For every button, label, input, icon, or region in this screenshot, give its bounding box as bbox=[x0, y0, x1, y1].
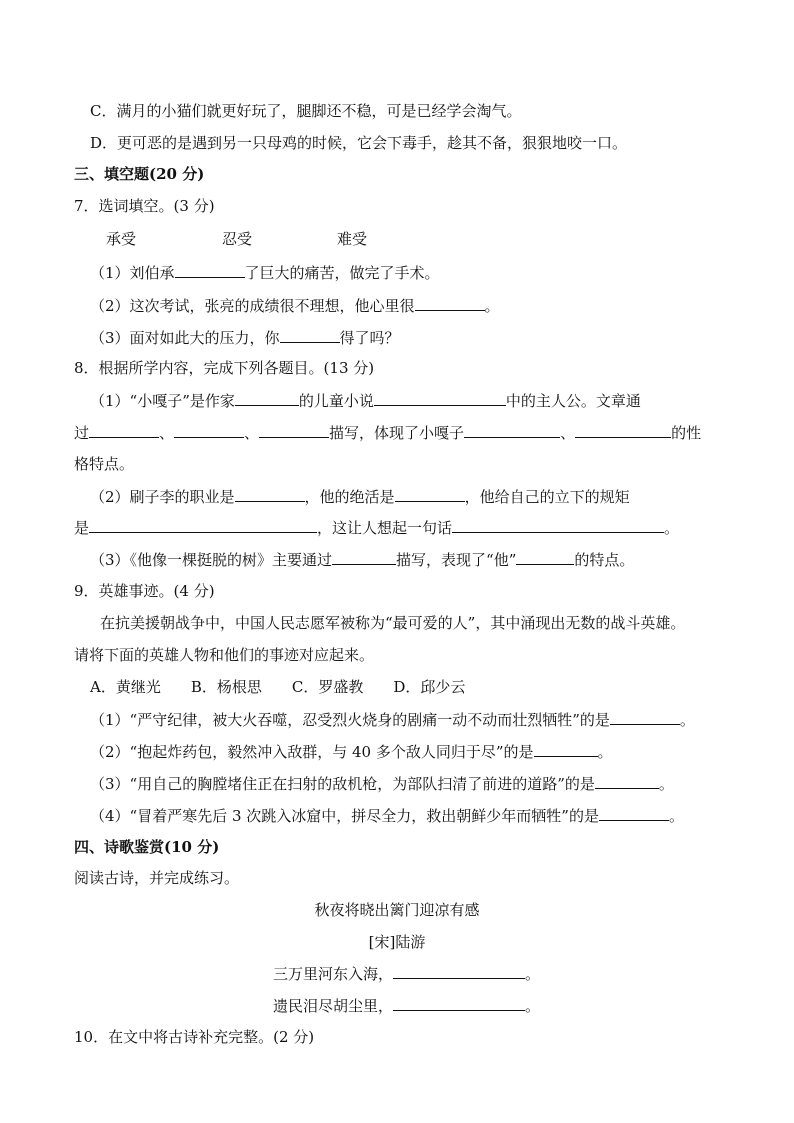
text: 。 bbox=[525, 965, 541, 983]
q9-item-2 bbox=[90, 741, 613, 762]
poem-title: 秋夜将晓出篱门迎凉有感 bbox=[314, 901, 480, 919]
word-option-3: 难受 bbox=[337, 230, 368, 248]
answer-blank[interactable] bbox=[610, 709, 680, 725]
text: 。 bbox=[484, 297, 500, 315]
answer-blank[interactable] bbox=[575, 422, 671, 438]
text: 、 bbox=[560, 424, 576, 442]
text: 过 bbox=[74, 424, 90, 442]
question-9: 9．英雄事迹。(4 分) bbox=[74, 582, 215, 600]
question-7: 7．选词填空。(3 分) bbox=[74, 197, 215, 215]
poem-line-1 bbox=[273, 963, 540, 984]
text: 。 bbox=[525, 997, 541, 1015]
answer-blank[interactable] bbox=[332, 549, 396, 565]
q9-options: A．黄继光 B．杨根思 C．罗盛教 D．邱少云 bbox=[90, 678, 466, 696]
text: （3）面对如此大的压力，你 bbox=[90, 329, 280, 347]
answer-blank[interactable] bbox=[599, 805, 669, 821]
section-3-heading: 三、填空题(20 分) bbox=[74, 165, 205, 183]
q9-paragraph-2: 请将下面的英雄人物和他们的事迹对应起来。 bbox=[74, 646, 375, 664]
answer-blank[interactable] bbox=[395, 486, 465, 502]
answer-blank[interactable] bbox=[174, 422, 244, 438]
answer-blank[interactable] bbox=[516, 549, 574, 565]
word-option-1: 承受 bbox=[106, 230, 137, 248]
q7-item-1 bbox=[90, 262, 440, 283]
text: （1）刘伯承 bbox=[90, 264, 175, 282]
answer-blank[interactable] bbox=[393, 995, 525, 1011]
answer-blank[interactable] bbox=[235, 390, 299, 406]
q8-item-2-line-1 bbox=[90, 486, 630, 507]
text: （4）“冒着严寒先后 3 次跳入冰窟中，拼尽全力，救出朝鲜少年而牺牲”的是 bbox=[90, 807, 599, 825]
text: 中的主人公。文章通 bbox=[505, 392, 641, 410]
q9-item-1 bbox=[90, 709, 695, 730]
q8-item-3 bbox=[90, 549, 634, 570]
answer-blank[interactable] bbox=[464, 422, 560, 438]
q9-item-4 bbox=[90, 805, 684, 826]
text: 。 bbox=[668, 807, 684, 825]
answer-blank[interactable] bbox=[280, 327, 340, 343]
text: （1）“严守纪律，被大火吞噬，忍受烈火烧身的剧痛一动不动而壮烈牺牲”的是 bbox=[90, 711, 610, 729]
text: 描写，体现了小嘎子 bbox=[329, 424, 465, 442]
q9-paragraph-1: 在抗美援朝战争中，中国人民志愿军被称为“最可爱的人”，其中涌现出无数的战斗英雄。 bbox=[100, 614, 686, 632]
question-8: 8．根据所学内容，完成下列各题目。(13 分) bbox=[74, 359, 375, 377]
word-option-2: 忍受 bbox=[222, 230, 253, 248]
answer-blank[interactable] bbox=[415, 295, 485, 311]
text: 、 bbox=[159, 424, 175, 442]
answer-blank[interactable] bbox=[534, 741, 598, 757]
text: 的特点。 bbox=[574, 551, 635, 569]
text: 得了吗？ bbox=[339, 329, 400, 347]
answer-blank[interactable] bbox=[89, 422, 159, 438]
text: 。 bbox=[664, 519, 680, 537]
text: 。 bbox=[679, 711, 695, 729]
text: 。 bbox=[597, 743, 613, 761]
answer-blank[interactable] bbox=[393, 963, 525, 979]
text: ，他的绝活是 bbox=[304, 488, 395, 506]
q7-item-3 bbox=[90, 327, 400, 348]
text: 的儿童小说 bbox=[298, 392, 374, 410]
text: 描写，表现了“他” bbox=[396, 551, 517, 569]
q8-item-1-line-3: 格特点。 bbox=[74, 455, 135, 473]
text: （3）“用自己的胸膛堵住正在扫射的敌机枪，为部队扫清了前进的道路”的是 bbox=[90, 775, 595, 793]
text: 了巨大的痛苦，做完了手术。 bbox=[244, 264, 440, 282]
text: 三万里河东入海， bbox=[273, 965, 394, 983]
answer-blank[interactable] bbox=[259, 422, 329, 438]
answer-blank[interactable] bbox=[89, 517, 317, 533]
q8-item-1-line-1 bbox=[90, 390, 641, 411]
answer-blank[interactable] bbox=[452, 517, 664, 533]
section-4-heading: 四、诗歌鉴赏(10 分) bbox=[74, 838, 220, 856]
answer-blank[interactable] bbox=[595, 773, 659, 789]
q8-item-2-line-2 bbox=[74, 517, 679, 538]
poem-author: [宋]陆游 bbox=[368, 933, 426, 951]
text: （3）《他像一棵挺脱的树》主要通过 bbox=[90, 551, 333, 569]
poem-line-2 bbox=[273, 995, 540, 1016]
text: 、 bbox=[244, 424, 260, 442]
option-c: C．满月的小猫们就更好玩了，腿脚还不稳，可是已经学会淘气。 bbox=[90, 102, 522, 120]
answer-blank[interactable] bbox=[175, 262, 245, 278]
text: 。 bbox=[658, 775, 674, 793]
text: （2）“抱起炸药包，毅然冲入敌群，与 40 多个敌人同归于尽”的是 bbox=[90, 743, 534, 761]
text: ，这让人想起一句话 bbox=[317, 519, 453, 537]
answer-blank[interactable] bbox=[374, 390, 506, 406]
q9-item-3 bbox=[90, 773, 674, 794]
text: ，他给自己的立下的规矩 bbox=[464, 488, 630, 506]
question-10: 10．在文中将古诗补充完整。(2 分) bbox=[74, 1028, 315, 1046]
text: 的性 bbox=[671, 424, 702, 442]
option-d: D．更可恶的是遇到另一只母鸡的时候，它会下毒手，趁其不备，狠狠地咬一口。 bbox=[90, 134, 628, 152]
text: （1）“小嘎子”是作家 bbox=[90, 392, 235, 410]
text: 是 bbox=[74, 519, 90, 537]
answer-blank[interactable] bbox=[235, 486, 305, 502]
text: 遗民泪尽胡尘里， bbox=[273, 997, 394, 1015]
reading-instruction: 阅读古诗，并完成练习。 bbox=[74, 869, 240, 887]
text: （2）这次考试，张亮的成绩很不理想，他心里很 bbox=[90, 297, 415, 315]
q8-item-1-line-2 bbox=[74, 422, 701, 443]
text: （2）刷子李的职业是 bbox=[90, 488, 235, 506]
q7-item-2 bbox=[90, 295, 500, 316]
